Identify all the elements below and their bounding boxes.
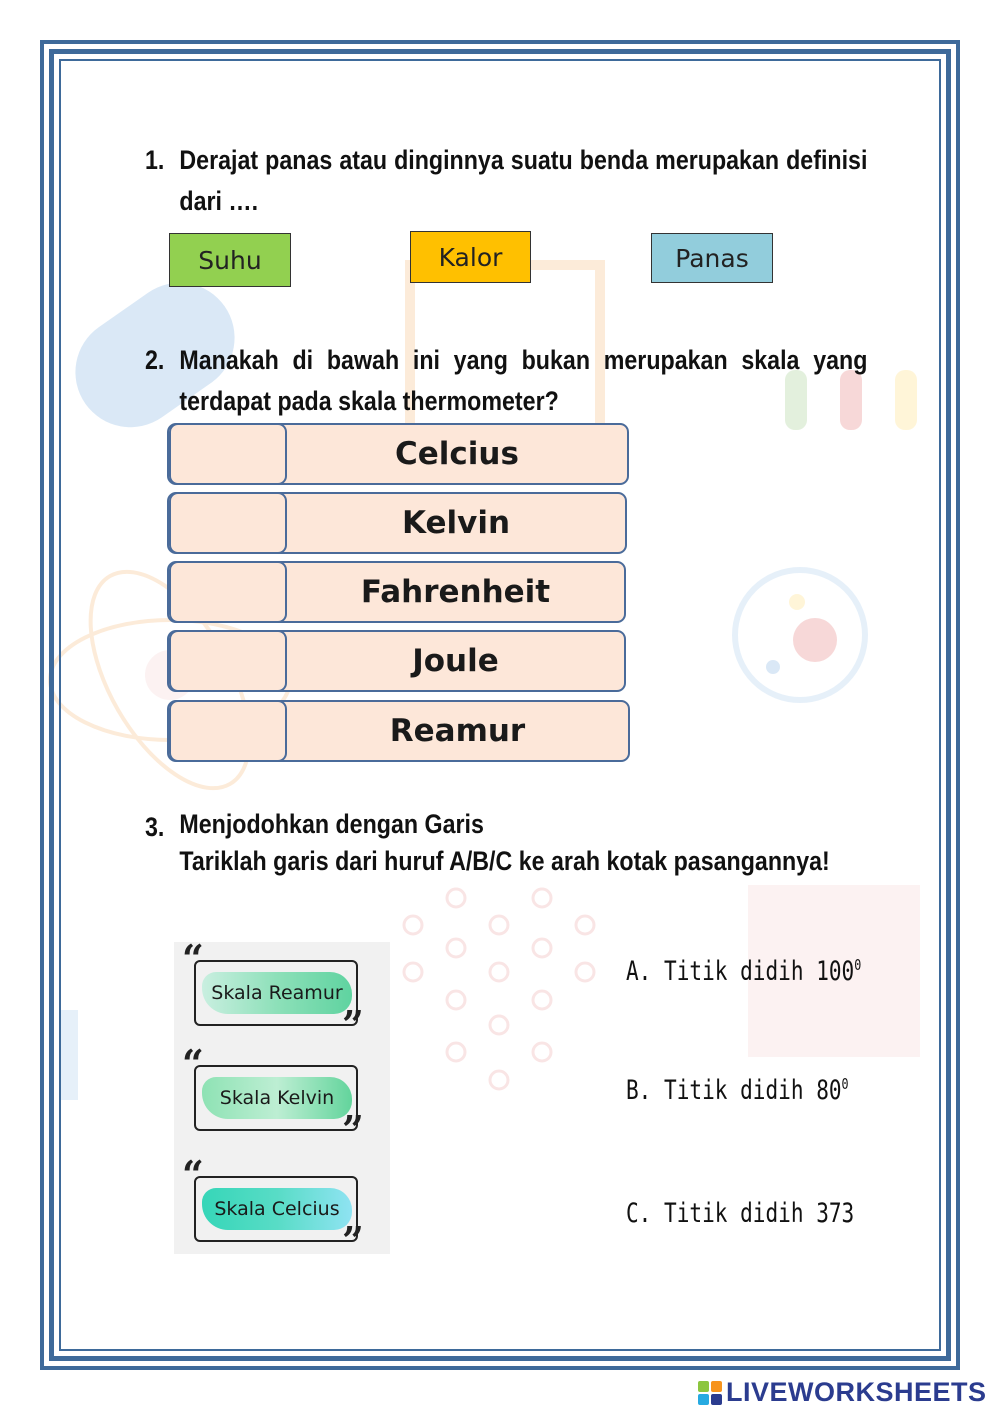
option-row-fahrenheit[interactable] xyxy=(167,561,626,623)
match-answer-b[interactable]: B. Titik didih $80^0$ xyxy=(626,1075,849,1106)
close-quote-icon: ” xyxy=(342,1218,364,1263)
open-quote-icon: “ xyxy=(182,1152,204,1197)
option-row-joule[interactable] xyxy=(167,630,626,692)
question-number: 3. xyxy=(145,812,165,842)
option-row-reamur[interactable] xyxy=(167,700,630,762)
match-left-panel xyxy=(174,936,390,1263)
question-text: Derajat panas atau dinginnya suatu benda merupakan definisi dari …. xyxy=(179,145,868,216)
answer-checkbox[interactable] xyxy=(169,700,287,762)
match-item-reamur[interactable]: Skala Reamur xyxy=(202,972,352,1014)
answer-panas[interactable]: Panas xyxy=(651,233,773,283)
match-card-kelvin xyxy=(180,1041,380,1155)
answer-kalor[interactable]: Kalor xyxy=(410,231,531,283)
open-quote-icon: “ xyxy=(182,1041,204,1086)
question-2 xyxy=(145,340,868,422)
question-instruction: Tariklah garis dari huruf A/B/C ke arah kotak pasangannya! xyxy=(179,846,830,876)
question-number: 2. xyxy=(145,345,165,375)
close-quote-icon: ” xyxy=(342,1002,364,1047)
match-answer-c[interactable]: C. Titik didih 373 xyxy=(626,1198,855,1229)
option-row-kelvin[interactable] xyxy=(167,492,627,554)
question-title: Menjodohkan dengan Garis xyxy=(179,809,484,839)
answer-checkbox[interactable] xyxy=(169,492,287,554)
open-quote-icon: “ xyxy=(182,936,204,981)
question-3 xyxy=(145,807,830,882)
match-card-celcius xyxy=(180,1152,380,1266)
option-label: Fahrenheit xyxy=(360,574,551,610)
option-label: Kelvin xyxy=(401,505,511,541)
question-text: Manakah di bawah ini yang bukan merupakan skala yang terdapat pada skala thermometer? xyxy=(179,345,868,416)
option-label: Celcius xyxy=(395,436,519,472)
liveworksheets-logo xyxy=(698,1377,987,1408)
close-quote-icon: ” xyxy=(342,1107,364,1152)
option-label: Joule xyxy=(412,643,499,679)
answer-checkbox[interactable] xyxy=(169,423,287,485)
logo-grid-icon xyxy=(698,1381,722,1405)
logo-text: LIVEWORKSHEETS xyxy=(726,1377,987,1407)
answer-checkbox[interactable] xyxy=(169,561,287,623)
question-number: 1. xyxy=(145,145,165,175)
match-card-reamur xyxy=(180,936,380,1050)
answer-checkbox[interactable] xyxy=(169,630,287,692)
option-row-celcius[interactable] xyxy=(167,423,629,485)
question-1 xyxy=(145,140,868,222)
option-label: Reamur xyxy=(389,713,526,749)
match-item-celcius[interactable]: Skala Celcius xyxy=(202,1188,352,1230)
match-answer-a[interactable]: A. Titik didih $100^0$ xyxy=(626,956,862,987)
answer-suhu[interactable]: Suhu xyxy=(169,233,291,287)
match-item-kelvin[interactable]: Skala Kelvin xyxy=(202,1077,352,1119)
